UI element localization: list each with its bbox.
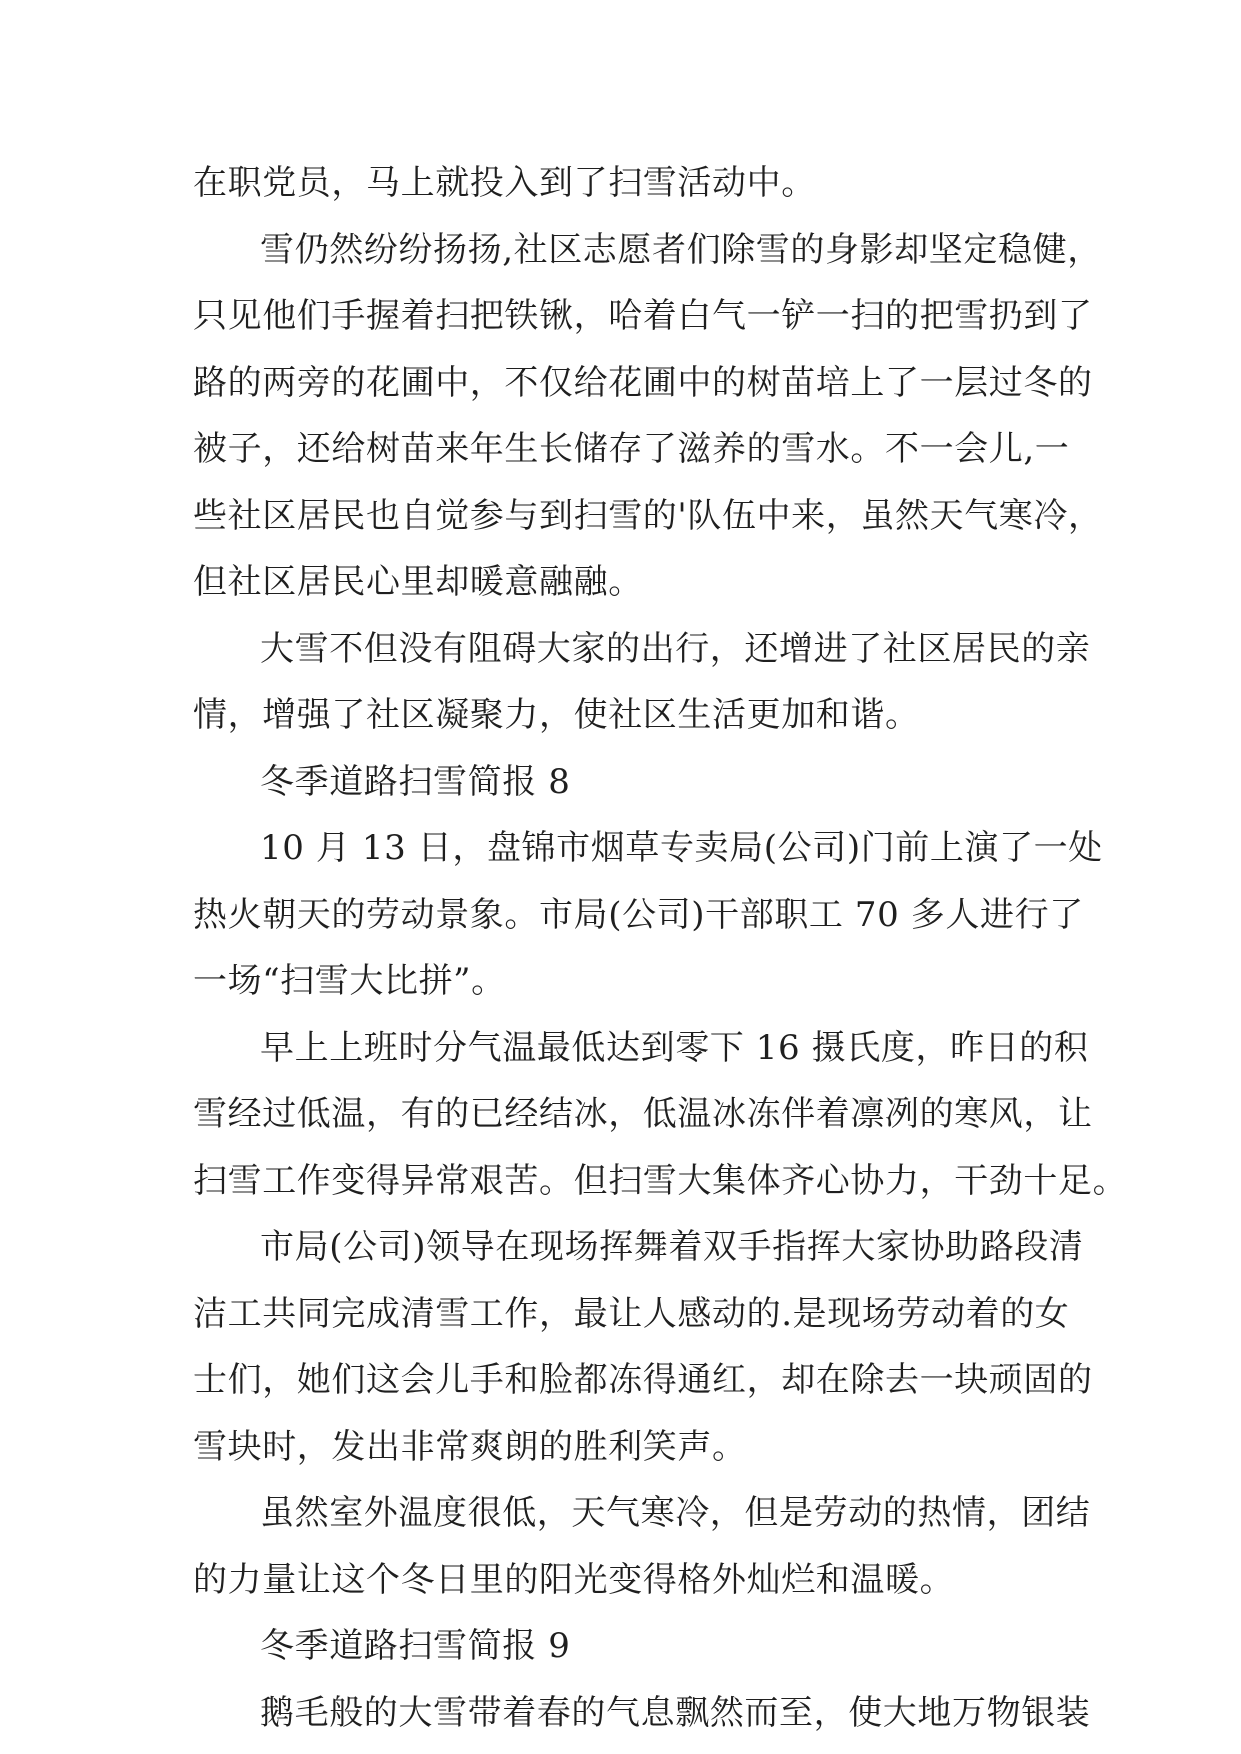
text-line: 市局(公司)领导在现场挥舞着双手指挥大家协助路段清 <box>260 1227 1084 1267</box>
text-line: 但社区居民心里却暖意融融。 <box>193 562 643 602</box>
document-body <box>193 150 1128 1746</box>
text-line: 鹅毛般的大雪带着春的气息飘然而至，使大地万物银装 <box>260 1692 1091 1733</box>
text-line: 士们，她们这会儿手和脸都冻得通红，却在除去一块顽固的 <box>193 1360 1093 1400</box>
text-line: 被子，还给树苗来年生长储存了滋养的雪水。不一会儿,一 <box>193 429 1070 469</box>
text-line: 情，增强了社区凝聚力，使社区生活更加和谐。 <box>193 695 920 735</box>
text-line: 虽然室外温度很低，天气寒冷，但是劳动的热情，团结 <box>260 1493 1091 1533</box>
text-line: 路的两旁的花圃中，不仅给花圃中的树苗培上了一层过冬的 <box>193 362 1093 403</box>
text-line: 洁工共同完成清雪工作，最让人感动的.是现场劳动着的女 <box>193 1293 1070 1334</box>
text-line: 的力量让这个冬日里的阳光变得格外灿烂和温暖。 <box>193 1559 955 1600</box>
text-line: 10 月 13 日，盘锦市烟草专卖局(公司)门前上演了一处 <box>260 828 1103 868</box>
text-line: 大雪不但没有阻碍大家的出行，还增进了社区居民的亲 <box>260 628 1091 669</box>
text-line: 扫雪工作变得异常艰苦。但扫雪大集体齐心协力，干劲十足。 <box>193 1160 1128 1201</box>
text-line: 雪经过低温，有的已经结冰，低温冰冻伴着凛冽的寒风，让 <box>193 1094 1093 1134</box>
text-line: 早上上班时分气温最低达到零下 16 摄氏度，昨日的积 <box>260 1027 1089 1068</box>
section-heading: 冬季道路扫雪简报 8 <box>260 761 571 802</box>
text-line: 只见他们手握着扫把铁锹，哈着白气一铲一扫的把雪扔到了 <box>193 296 1093 336</box>
text-line: 在职党员，马上就投入到了扫雪活动中。 <box>193 163 816 203</box>
text-line: 一场“扫雪大比拼”。 <box>193 961 506 1001</box>
text-line: 雪块时，发出非常爽朗的胜利笑声。 <box>193 1426 747 1467</box>
text-line: 热火朝天的劳动景象。市局(公司)干部职工 70 多人进行了 <box>193 894 1084 935</box>
text-line: 些社区居民也自觉参与到扫雪的'队伍中来，虽然天气寒冷， <box>193 495 1103 536</box>
text-line: 雪仍然纷纷扬扬,社区志愿者们除雪的身影却坚定稳健， <box>260 229 1102 270</box>
section-heading: 冬季道路扫雪简报 9 <box>260 1626 571 1666</box>
